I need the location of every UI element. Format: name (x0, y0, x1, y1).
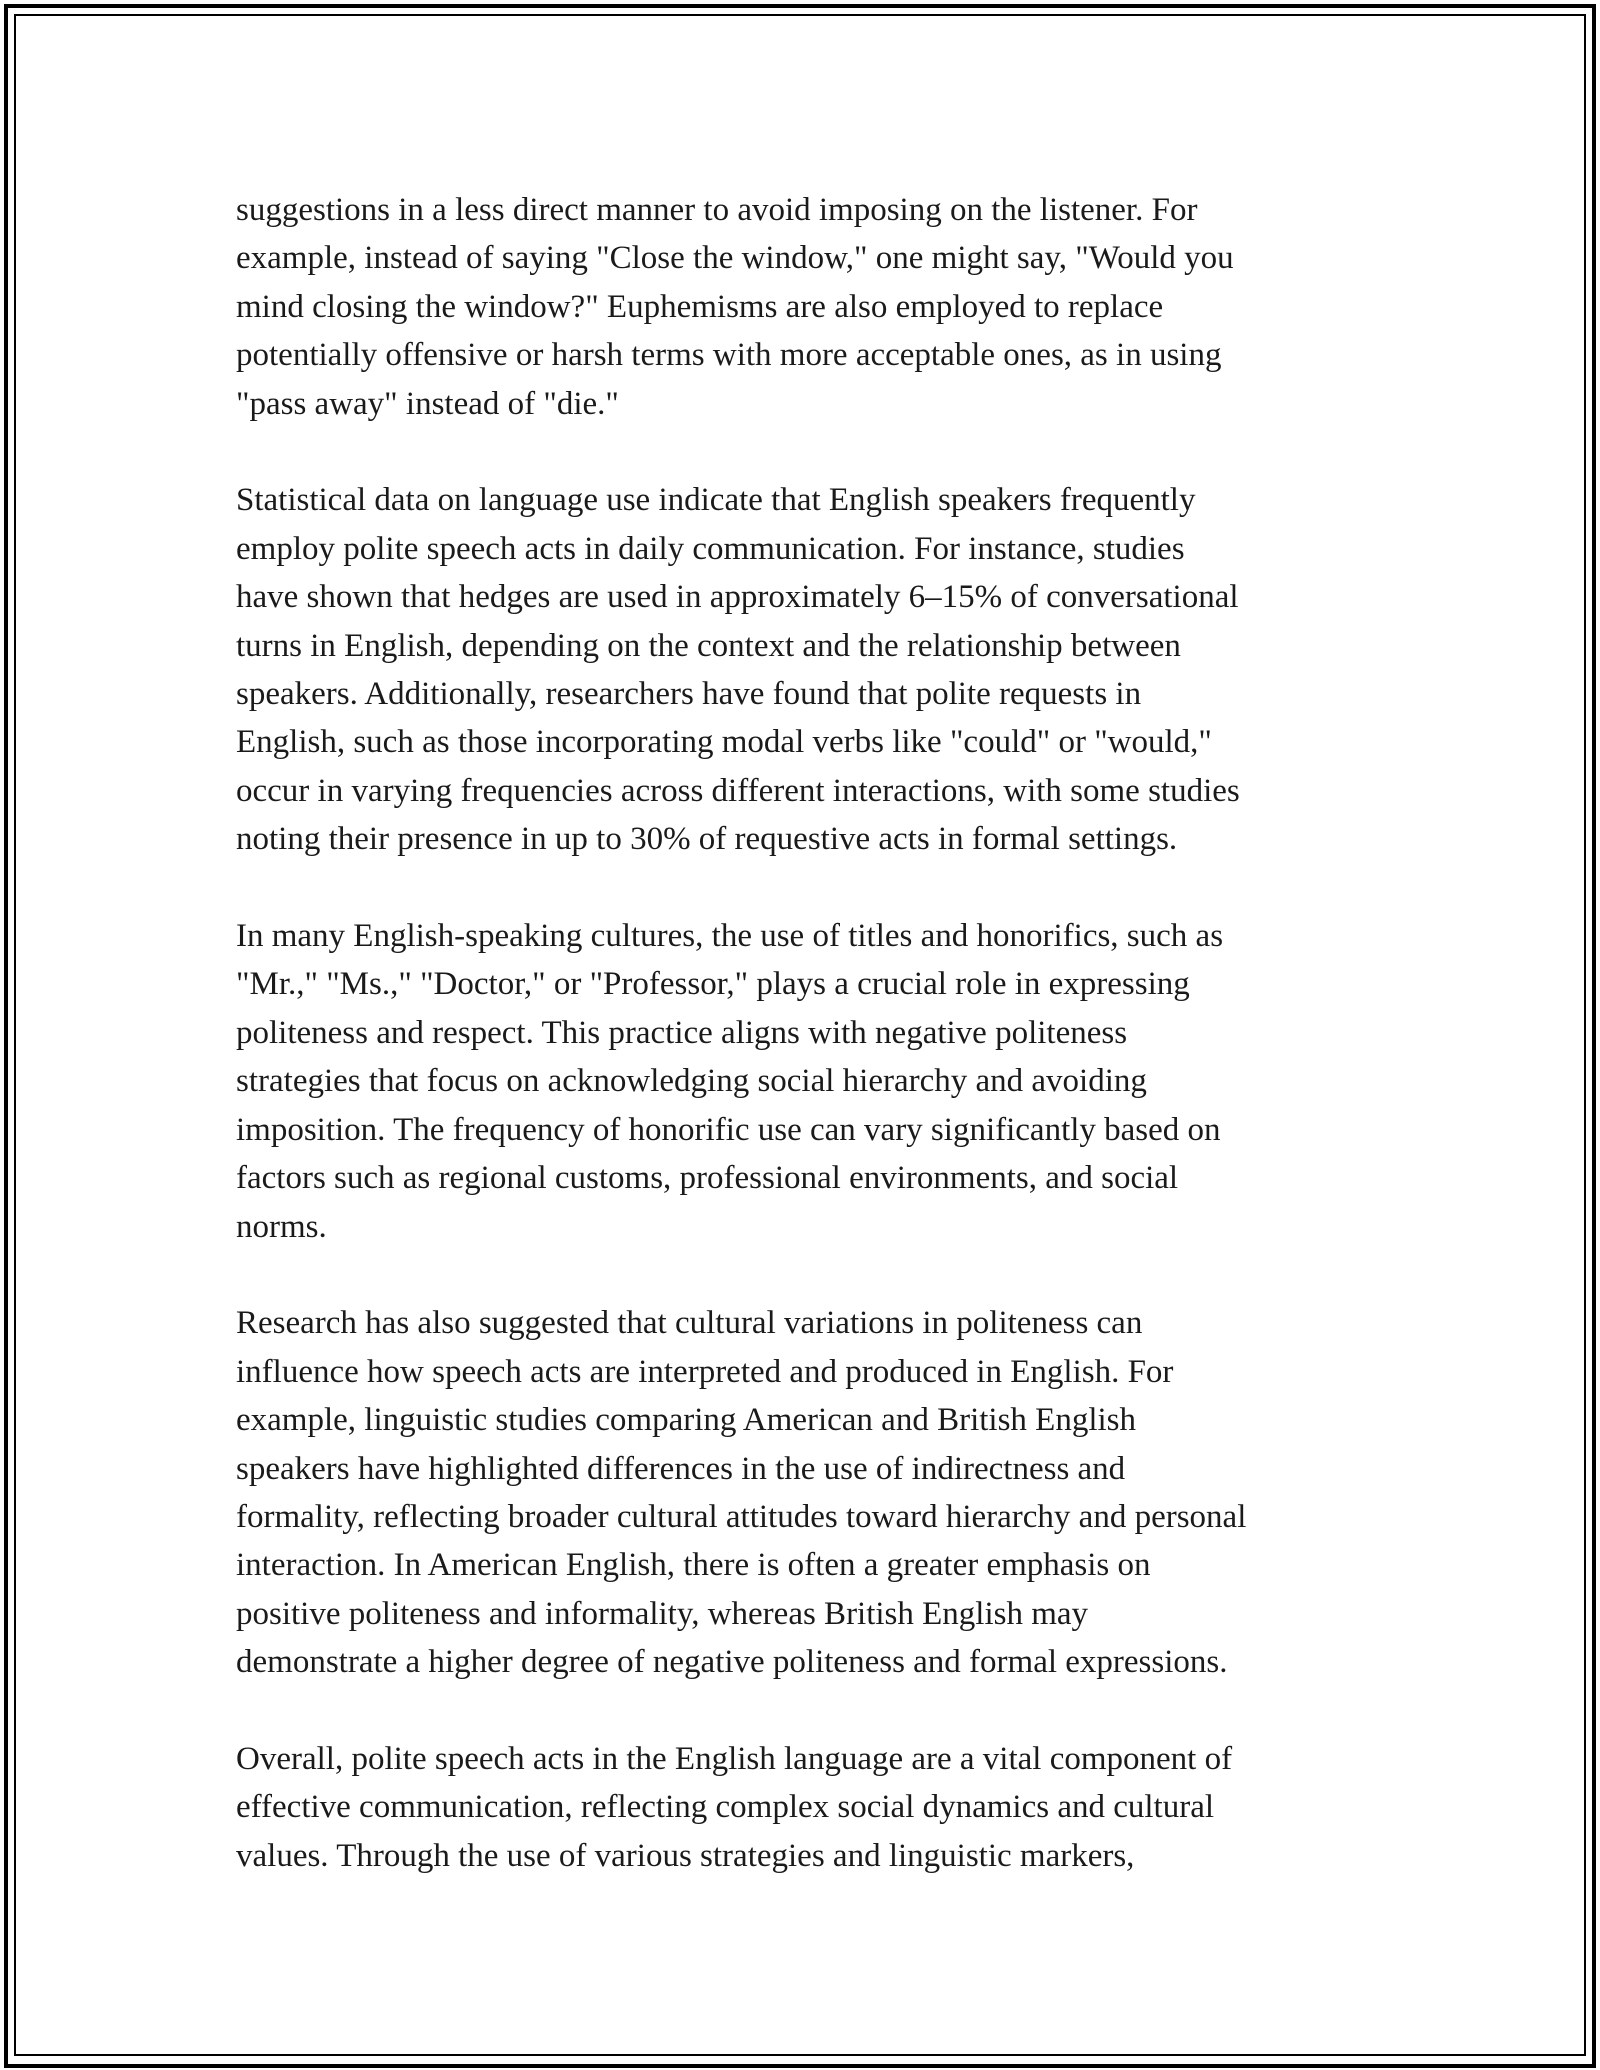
text-line: example, linguistic studies comparing American and British English (236, 1402, 1137, 1439)
paragraph-5 (236, 1735, 1366, 1880)
text-line: turns in English, depending on the context and the relationship between (236, 627, 1181, 664)
text-line: positive politeness and informality, whereas British English may (236, 1595, 1089, 1632)
text-line: example, instead of saying "Close the window," one might say, "Would you (236, 240, 1234, 277)
text-line: employ polite speech acts in daily communication. For instance, studies (236, 530, 1185, 567)
document-body (236, 186, 1366, 1880)
paragraph-3 (236, 912, 1366, 1251)
text-line: In many English-speaking cultures, the use of titles and honorifics, such as (236, 918, 1224, 955)
text-line: formality, reflecting broader cultural attitudes toward hierarchy and personal (236, 1498, 1247, 1535)
text-line: influence how speech acts are interpreted and produced in English. For (236, 1353, 1174, 1390)
text-line: mind closing the window?" Euphemisms are also employed to replace (236, 288, 1164, 325)
text-line: Research has also suggested that cultural variations in politeness can (236, 1305, 1143, 1342)
text-line: "Mr.," "Ms.," "Doctor," or "Professor," plays a crucial role in expressing (236, 966, 1190, 1003)
text-line: effective communication, reflecting complex social dynamics and cultural (236, 1789, 1215, 1826)
text-line: imposition. The frequency of honorific use can vary significantly based on (236, 1111, 1221, 1148)
text-line: "pass away" instead of "die." (236, 385, 619, 422)
text-line: Overall, polite speech acts in the English language are a vital component of (236, 1740, 1233, 1777)
text-line: English, such as those incorporating modal verbs like "could" or "would," (236, 724, 1212, 761)
text-line: values. Through the use of various strategies and linguistic markers, (236, 1837, 1135, 1874)
text-line: Statistical data on language use indicate that English speakers frequently (236, 482, 1196, 519)
text-line: politeness and respect. This practice aligns with negative politeness (236, 1014, 1128, 1051)
text-line: potentially offensive or harsh terms with more acceptable ones, as in using (236, 337, 1222, 374)
text-line: noting their presence in up to 30% of requestive acts in formal settings. (236, 821, 1178, 858)
paragraph-2 (236, 476, 1366, 863)
text-line: interaction. In American English, there is often a greater emphasis on (236, 1547, 1151, 1584)
text-line: speakers have highlighted differences in the use of indirectness and (236, 1450, 1126, 1487)
text-line: norms. (236, 1208, 327, 1245)
text-line: occur in varying frequencies across different interactions, with some studies (236, 772, 1240, 809)
paragraph-4 (236, 1299, 1366, 1686)
paragraph-1 (236, 186, 1366, 428)
text-line: strategies that focus on acknowledging social hierarchy and avoiding (236, 1063, 1147, 1100)
text-line: demonstrate a higher degree of negative politeness and formal expressions. (236, 1644, 1228, 1681)
text-line: factors such as regional customs, professional environments, and social (236, 1160, 1179, 1197)
text-line: suggestions in a less direct manner to avoid imposing on the listener. For (236, 192, 1198, 228)
text-line: speakers. Additionally, researchers have found that polite requests in (236, 676, 1142, 713)
text-line: have shown that hedges are used in approximately 6–15% of conversational (236, 579, 1239, 616)
